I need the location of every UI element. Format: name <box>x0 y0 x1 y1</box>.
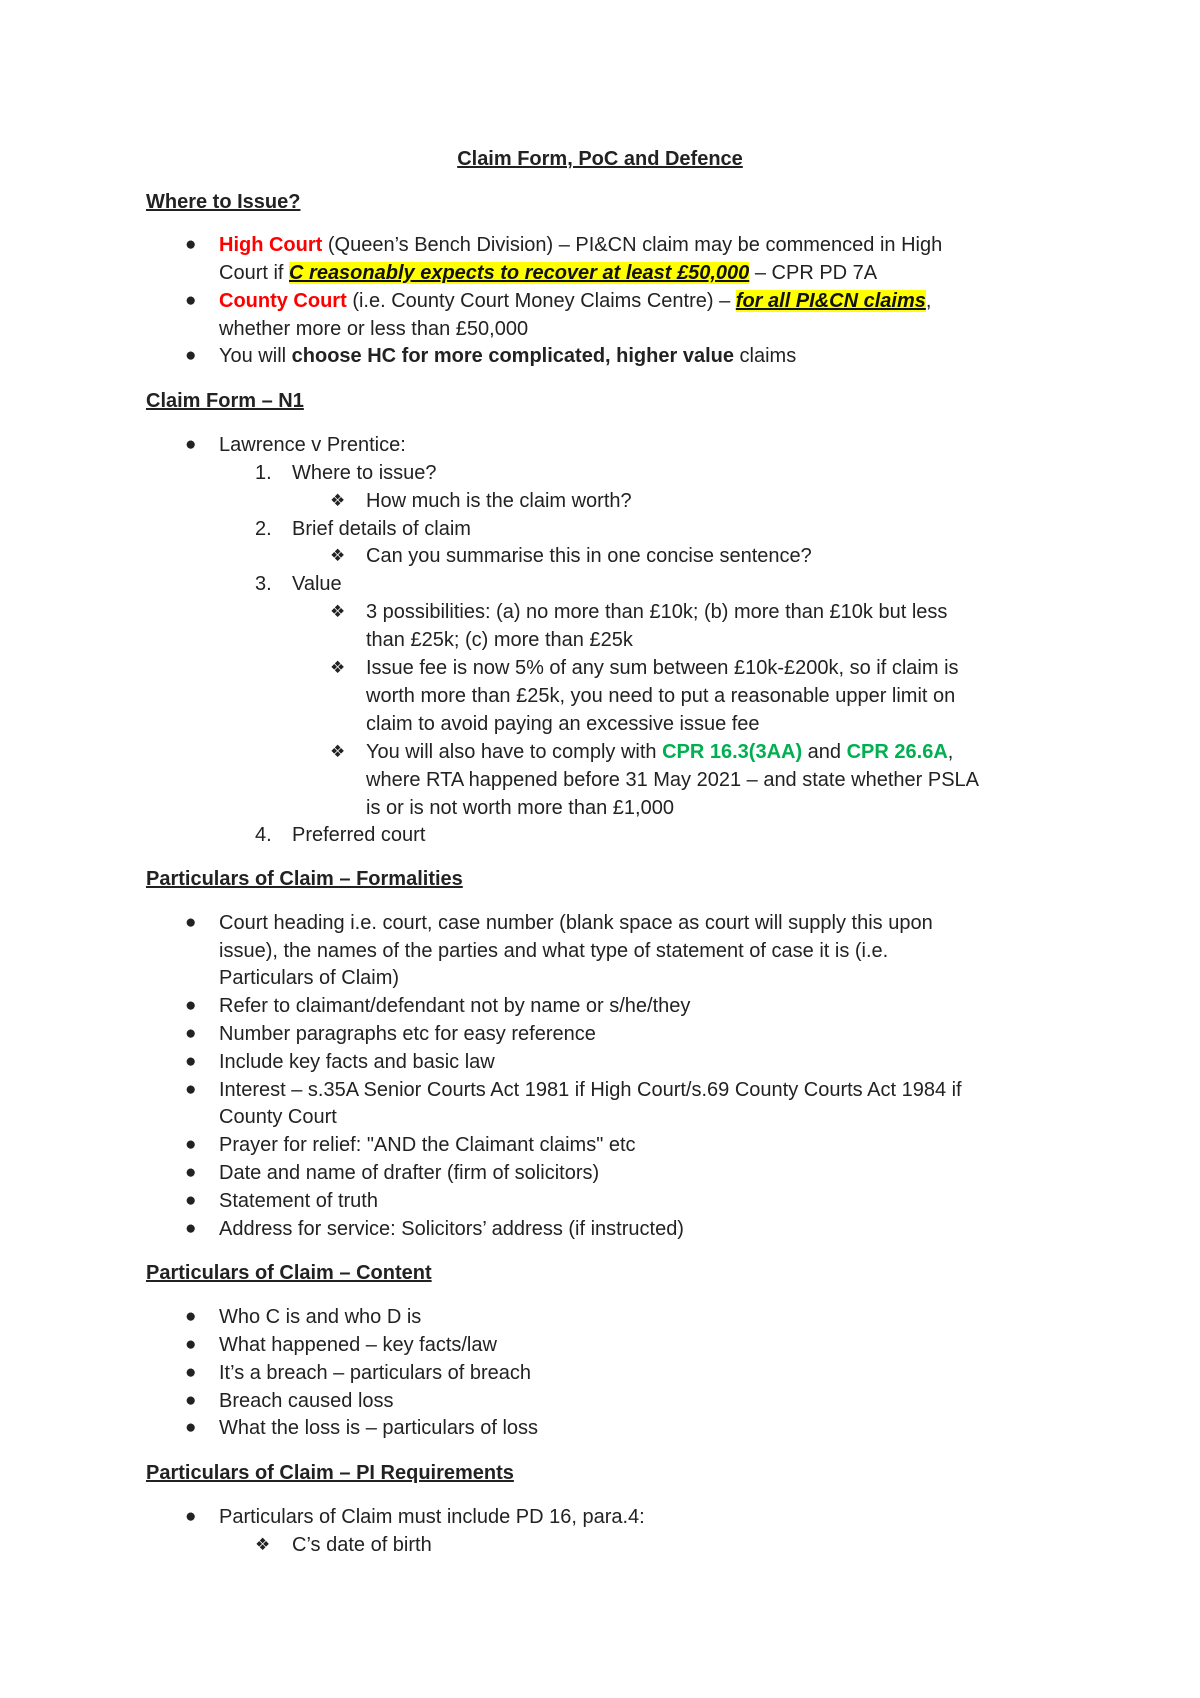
formalities-number: Number paragraphs etc for easy reference <box>219 1023 596 1045</box>
where-item-county-court: County Court (i.e. County Court Money Claims Centre) – for all PI&CN claims, <box>219 290 932 312</box>
bullet-icon: ● <box>185 290 197 311</box>
formalities-prayer: Prayer for relief: "AND the Claimant claims" etc <box>219 1134 636 1156</box>
bullet-icon: ● <box>185 345 197 366</box>
bullet-icon: ● <box>185 234 197 255</box>
content-item: Breach caused loss <box>219 1390 394 1412</box>
bullet-icon: ● <box>185 995 197 1016</box>
list-number: 2. <box>255 518 272 540</box>
formalities-interest-line2: County Court <box>219 1106 337 1128</box>
n1-sub-possibilities: 3 possibilities: (a) no more than £10k; (b) more than £10k but less <box>366 601 948 623</box>
content-item: Who C is and who D is <box>219 1306 422 1328</box>
list-number: 1. <box>255 462 272 484</box>
bullet-icon: ● <box>185 1390 197 1411</box>
heading-formalities: Particulars of Claim – Formalities <box>146 868 463 890</box>
bullet-icon: ● <box>185 1506 197 1527</box>
bullet-icon: ● <box>185 1079 197 1100</box>
heading-pi-requirements: Particulars of Claim – PI Requirements <box>146 1462 514 1484</box>
n1-sub-summarise: Can you summarise this in one concise sentence? <box>366 545 812 567</box>
heading-where-to-issue: Where to Issue? <box>146 191 301 213</box>
diamond-bullet-icon: ❖ <box>330 658 346 677</box>
formalities-interest: Interest – s.35A Senior Courts Act 1981 if High Court/s.69 County Courts Act 1984 if <box>219 1079 962 1101</box>
where-item-high-court-line2: Court if C reasonably expects to recover at least £50,000 – CPR PD 7A <box>219 262 878 284</box>
bullet-icon: ● <box>185 1218 197 1239</box>
bullet-icon: ● <box>185 1023 197 1044</box>
bullet-icon: ● <box>185 1190 197 1211</box>
pi-sub-dob: C’s date of birth <box>292 1534 432 1556</box>
where-item-high-court: High Court (Queen’s Bench Division) – PI&CN claim may be commenced in High <box>219 234 943 256</box>
n1-sub-possibilities-line2: than £25k; (c) more than £25k <box>366 629 633 651</box>
n1-sub-issue-fee-line2: worth more than £25k, you need to put a reasonable upper limit on <box>366 685 956 707</box>
heading-content: Particulars of Claim – Content <box>146 1262 432 1284</box>
n1-sub-issue-fee-line3: claim to avoid paying an excessive issue fee <box>366 713 760 735</box>
document-title: Claim Form, PoC and Defence <box>457 148 743 170</box>
pi-item: Particulars of Claim must include PD 16, para.4: <box>219 1506 645 1528</box>
bullet-icon: ● <box>185 1306 197 1327</box>
n1-sub-comply-line3: is or is not worth more than £1,000 <box>366 797 674 819</box>
n1-sub-issue-fee: Issue fee is now 5% of any sum between £10k-£200k, so if claim is <box>366 657 959 679</box>
formalities-address: Address for service: Solicitors’ address (if instructed) <box>219 1218 684 1240</box>
where-item-county-court-line2: whether more or less than £50,000 <box>219 318 529 340</box>
n1-intro: Lawrence v Prentice: <box>219 434 406 456</box>
formalities-court-heading: Court heading i.e. court, case number (blank space as court will supply this upon <box>219 912 933 934</box>
n1-sub-worth: How much is the claim worth? <box>366 490 632 512</box>
n1-item-where: Where to issue? <box>292 462 437 484</box>
n1-sub-comply: You will also have to comply with CPR 16.3(3AA) and CPR 26.6A, <box>366 741 954 763</box>
bullet-icon: ● <box>185 1134 197 1155</box>
diamond-bullet-icon: ❖ <box>330 742 346 761</box>
formalities-court-heading-line3: Particulars of Claim) <box>219 967 400 989</box>
list-number: 3. <box>255 573 272 595</box>
n1-item-brief: Brief details of claim <box>292 518 471 540</box>
highlight-text: C reasonably expects to recover at least £50,000 <box>289 262 750 284</box>
formalities-key-facts: Include key facts and basic law <box>219 1051 495 1073</box>
diamond-bullet-icon: ❖ <box>330 546 346 565</box>
formalities-statement-truth: Statement of truth <box>219 1190 378 1212</box>
bullet-icon: ● <box>185 1162 197 1183</box>
bullet-icon: ● <box>185 434 197 455</box>
bullet-icon: ● <box>185 1334 197 1355</box>
list-number: 4. <box>255 824 272 846</box>
formalities-date-name: Date and name of drafter (firm of solicitors) <box>219 1162 600 1184</box>
n1-item-value: Value <box>292 573 342 595</box>
bullet-icon: ● <box>185 1051 197 1072</box>
diamond-bullet-icon: ❖ <box>330 602 346 621</box>
content-item: What the loss is – particulars of loss <box>219 1417 539 1439</box>
highlight-text: for all PI&CN claims <box>735 290 926 312</box>
where-item-choose-hc: You will choose HC for more complicated, higher value claims <box>219 345 797 367</box>
formalities-refer: Refer to claimant/defendant not by name or s/he/they <box>219 995 691 1017</box>
content-item: What happened – key facts/law <box>219 1334 497 1356</box>
bullet-icon: ● <box>185 1417 197 1438</box>
n1-sub-comply-line2: where RTA happened before 31 May 2021 – and state whether PSLA <box>366 769 980 791</box>
formalities-court-heading-line2: issue), the names of the parties and what type of statement of case it is (i.e. <box>219 940 889 962</box>
diamond-bullet-icon: ❖ <box>255 1535 271 1554</box>
content-item: It’s a breach – particulars of breach <box>219 1362 532 1384</box>
diamond-bullet-icon: ❖ <box>330 491 346 510</box>
bullet-icon: ● <box>185 1362 197 1383</box>
heading-claim-form-n1: Claim Form – N1 <box>146 390 304 412</box>
bullet-icon: ● <box>185 912 197 933</box>
n1-item-preferred-court: Preferred court <box>292 824 426 846</box>
